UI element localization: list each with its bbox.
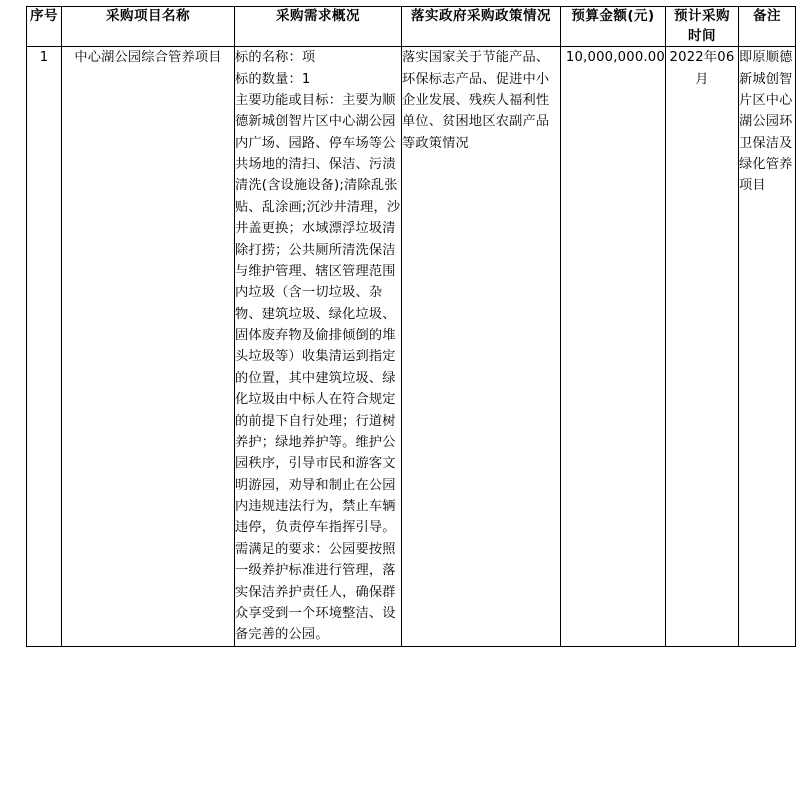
cell-budget: 10,000,000.00	[561, 47, 666, 647]
table-header	[27, 7, 796, 47]
table-row	[27, 47, 796, 647]
table-body	[27, 47, 796, 647]
cell-remark: 即原顺德新城创智片区中心湖公园环卫保洁及绿化管养项目	[739, 47, 796, 647]
column-header-demand: 采购需求概况	[235, 7, 402, 47]
cell-demand: 标的名称：项 标的数量：1 主要功能或目标：主要为顺德新城创智片区中心湖公园内广场、园路、停车场等公共场地的清扫、保洁、污渍清洗(含设施设备);清除乱张贴、乱涂画;沉沙井清理，沙井盖更换；水域漂浮垃圾清除打捞；公共厕所清洗保洁与维护管理、辖区管理范围内垃圾（含一切垃圾、杂物、建筑垃圾、绿化垃圾、固体废弃物及偷排倾倒的堆头垃圾等）收集清运到指定的位置，其中建筑垃圾、绿化垃圾由中标人在符合规定的前提下自行处理；行道树养护；绿地养护等。维护公园秩序，引导市民和游客文明游园，劝导和制止在公园内违规违法行为，禁止车辆违停，负责停车指挥引导。 需满足的要求：公园要按照一级养护标准进行管理，落实保洁养护责任人，确保群众享受到一个环境整洁、设备完善的公园。	[235, 47, 402, 647]
procurement-table	[26, 6, 796, 647]
cell-project-name: 中心湖公园综合管养项目	[62, 47, 235, 647]
table-header-row	[27, 7, 796, 47]
column-header-policy: 落实政府采购政策情况	[402, 7, 561, 47]
cell-time: 2022年06月	[666, 47, 739, 647]
column-header-time-line1: 预计采购	[674, 8, 730, 24]
column-header-budget: 预算金额(元)	[561, 7, 666, 47]
cell-policy: 落实国家关于节能产品、环保标志产品、促进中小企业发展、残疾人福利性单位、贫困地区农副产品等政策情况	[402, 47, 561, 647]
column-header-time-line2: 时间	[688, 27, 716, 44]
column-header-time	[666, 7, 739, 47]
cell-index: 1	[27, 47, 62, 647]
column-header-project-name: 采购项目名称	[62, 7, 235, 47]
column-header-index: 序号	[27, 7, 62, 47]
column-header-remark: 备注	[739, 7, 796, 47]
